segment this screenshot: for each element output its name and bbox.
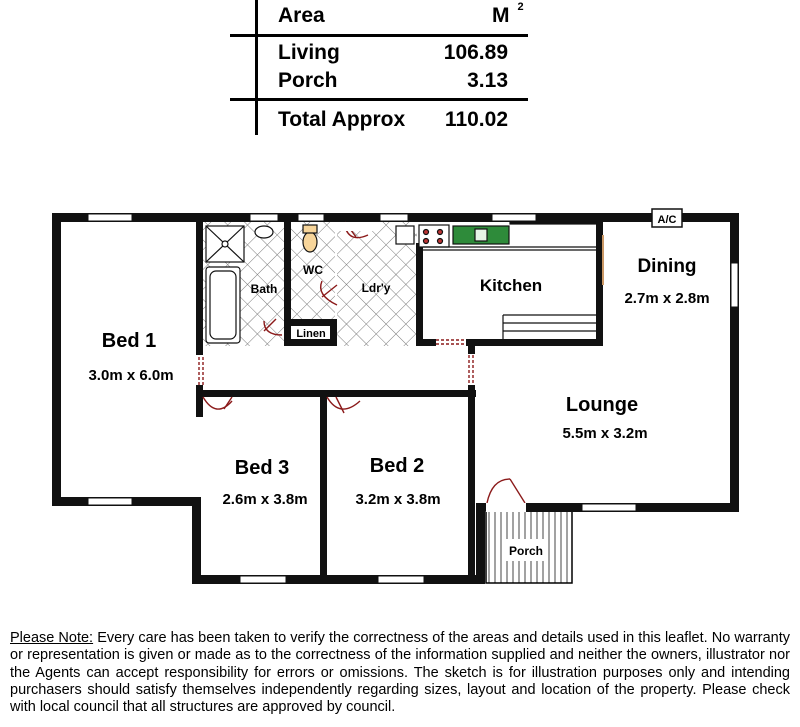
area-table-total-rule <box>230 98 528 101</box>
lounge-name: Lounge <box>565 394 639 416</box>
area-table-vertical-rule <box>255 0 258 135</box>
area-row-porch-value: 3.13 <box>467 69 508 92</box>
laundry-doorway <box>337 222 373 231</box>
bed3-size: 2.6m x 3.8m <box>222 491 308 508</box>
area-header-unit-sup: 2 <box>517 1 524 13</box>
ac-label: A/C <box>657 214 677 226</box>
linen-name: Linen <box>296 328 326 340</box>
area-total-value: 110.02 <box>444 108 508 131</box>
dining-size: 2.7m x 2.8m <box>624 290 710 307</box>
bed2-name: Bed 2 <box>369 455 425 477</box>
dining-name: Dining <box>637 256 697 277</box>
area-header-label: Area <box>278 4 325 27</box>
disclaimer-text: Every care has been taken to verify the correctness of the areas and details used in this leaflet. No warranty or representation is given or made as to the correctness of the information supplied and neither the owners, illustrator nor the Agents can accept responsibility for errors or omissions. The sketch is for illustration purposes only and intending purchasers should satisfy themselves independently regarding sizes, layout and location of the property. Please check with local council that all structures are approved by council. <box>10 630 790 716</box>
bath-name: Bath <box>250 282 278 296</box>
kitchen-name: Kitchen <box>479 276 543 295</box>
wc-name: WC <box>303 263 323 277</box>
area-header-unit-text: M <box>492 4 510 27</box>
laundry-name: Ldr'y <box>361 281 391 295</box>
area-row-living-label: Living <box>278 41 340 64</box>
area-header-unit <box>492 1 524 28</box>
bed3-name: Bed 3 <box>234 457 290 479</box>
disclaimer-note <box>0 630 800 716</box>
disclaimer-heading: Please Note: <box>10 630 94 646</box>
bed2-size: 3.2m x 3.8m <box>355 491 441 508</box>
bed1-size: 3.0m x 6.0m <box>88 367 174 384</box>
floor-plan <box>0 195 800 595</box>
area-table-header-rule <box>230 34 528 37</box>
area-row-living-value: 106.89 <box>443 41 508 64</box>
porch-name: Porch <box>508 544 544 558</box>
area-row-porch-label: Porch <box>278 69 338 92</box>
porch-doorway <box>486 503 526 512</box>
area-total-label: Total Approx <box>278 108 406 131</box>
area-table <box>230 0 530 140</box>
lounge-size: 5.5m x 3.2m <box>562 425 648 442</box>
bed1-name: Bed 1 <box>101 330 157 352</box>
